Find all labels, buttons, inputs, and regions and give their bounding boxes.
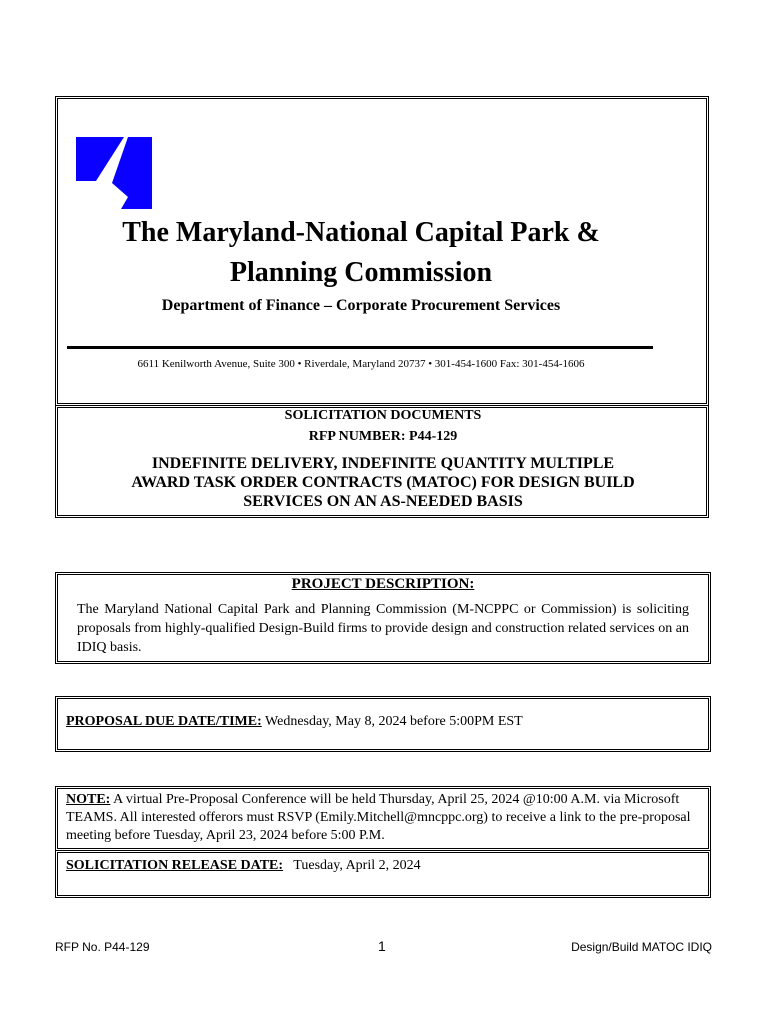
address-line: 6611 Kenilworth Avenue, Suite 300 • Riverdale, Maryland 20737 • 301-454-1600 Fax: 301-454-1606 [137,358,585,370]
header-divider [67,346,653,349]
footer-document-title: Design/Build MATOC IDIQ [571,940,712,954]
org-title-line1: The Maryland-National Capital Park & [122,217,600,248]
release-date-value: Tuesday, April 2, 2024 [283,858,421,873]
note-text: A virtual Pre-Proposal Conference will be held Thursday, April 25, 2024 @10:00 A.M. via Microsoft TEAMS. All interested offerors must RSVP (Emily.Mitchell@mncppc.org) to receive a link to the pre-proposal meeting before Tuesday, April 23, 2024 before 5:00 P.M. [66,792,691,843]
project-description-heading: PROJECT DESCRIPTION: [291,576,475,592]
solicitation-title: SOLICITATION DOCUMENTS [284,408,482,423]
org-title-line2: Planning Commission [229,257,493,288]
footer-rfp-number: RFP No. P44-129 [55,940,150,954]
rfp-number: RFP NUMBER: P44-129 [308,429,458,444]
contract-title-line3: SERVICES ON AN AS-NEEDED BASIS [243,493,523,510]
due-date-line [66,714,523,730]
contract-title-line2: AWARD TASK ORDER CONTRACTS (MATOC) FOR DESIGN BUILD [131,474,635,491]
note-label: NOTE: [66,792,111,807]
release-date-label: SOLICITATION RELEASE DATE: [66,858,284,873]
due-date-value: Wednesday, May 8, 2024 before 5:00PM EST [261,714,523,729]
department-name: Department of Finance – Corporate Procurement Services [161,297,561,314]
contract-title-line1: INDEFINITE DELIVERY, INDEFINITE QUANTITY MULTIPLE [151,455,615,472]
note-line [66,791,696,845]
commission-logo [76,137,152,209]
footer-page-number: 1 [378,938,386,954]
contract-title [58,454,708,511]
due-date-label: PROPOSAL DUE DATE/TIME: [66,714,262,729]
release-date-line [66,858,421,874]
project-description-text: The Maryland National Capital Park and Planning Commission (M-NCPPC or Commission) is soliciting proposals from highly-qualified Design-Build firms to provide design and construction related services on an IDIQ basis. [77,602,689,655]
